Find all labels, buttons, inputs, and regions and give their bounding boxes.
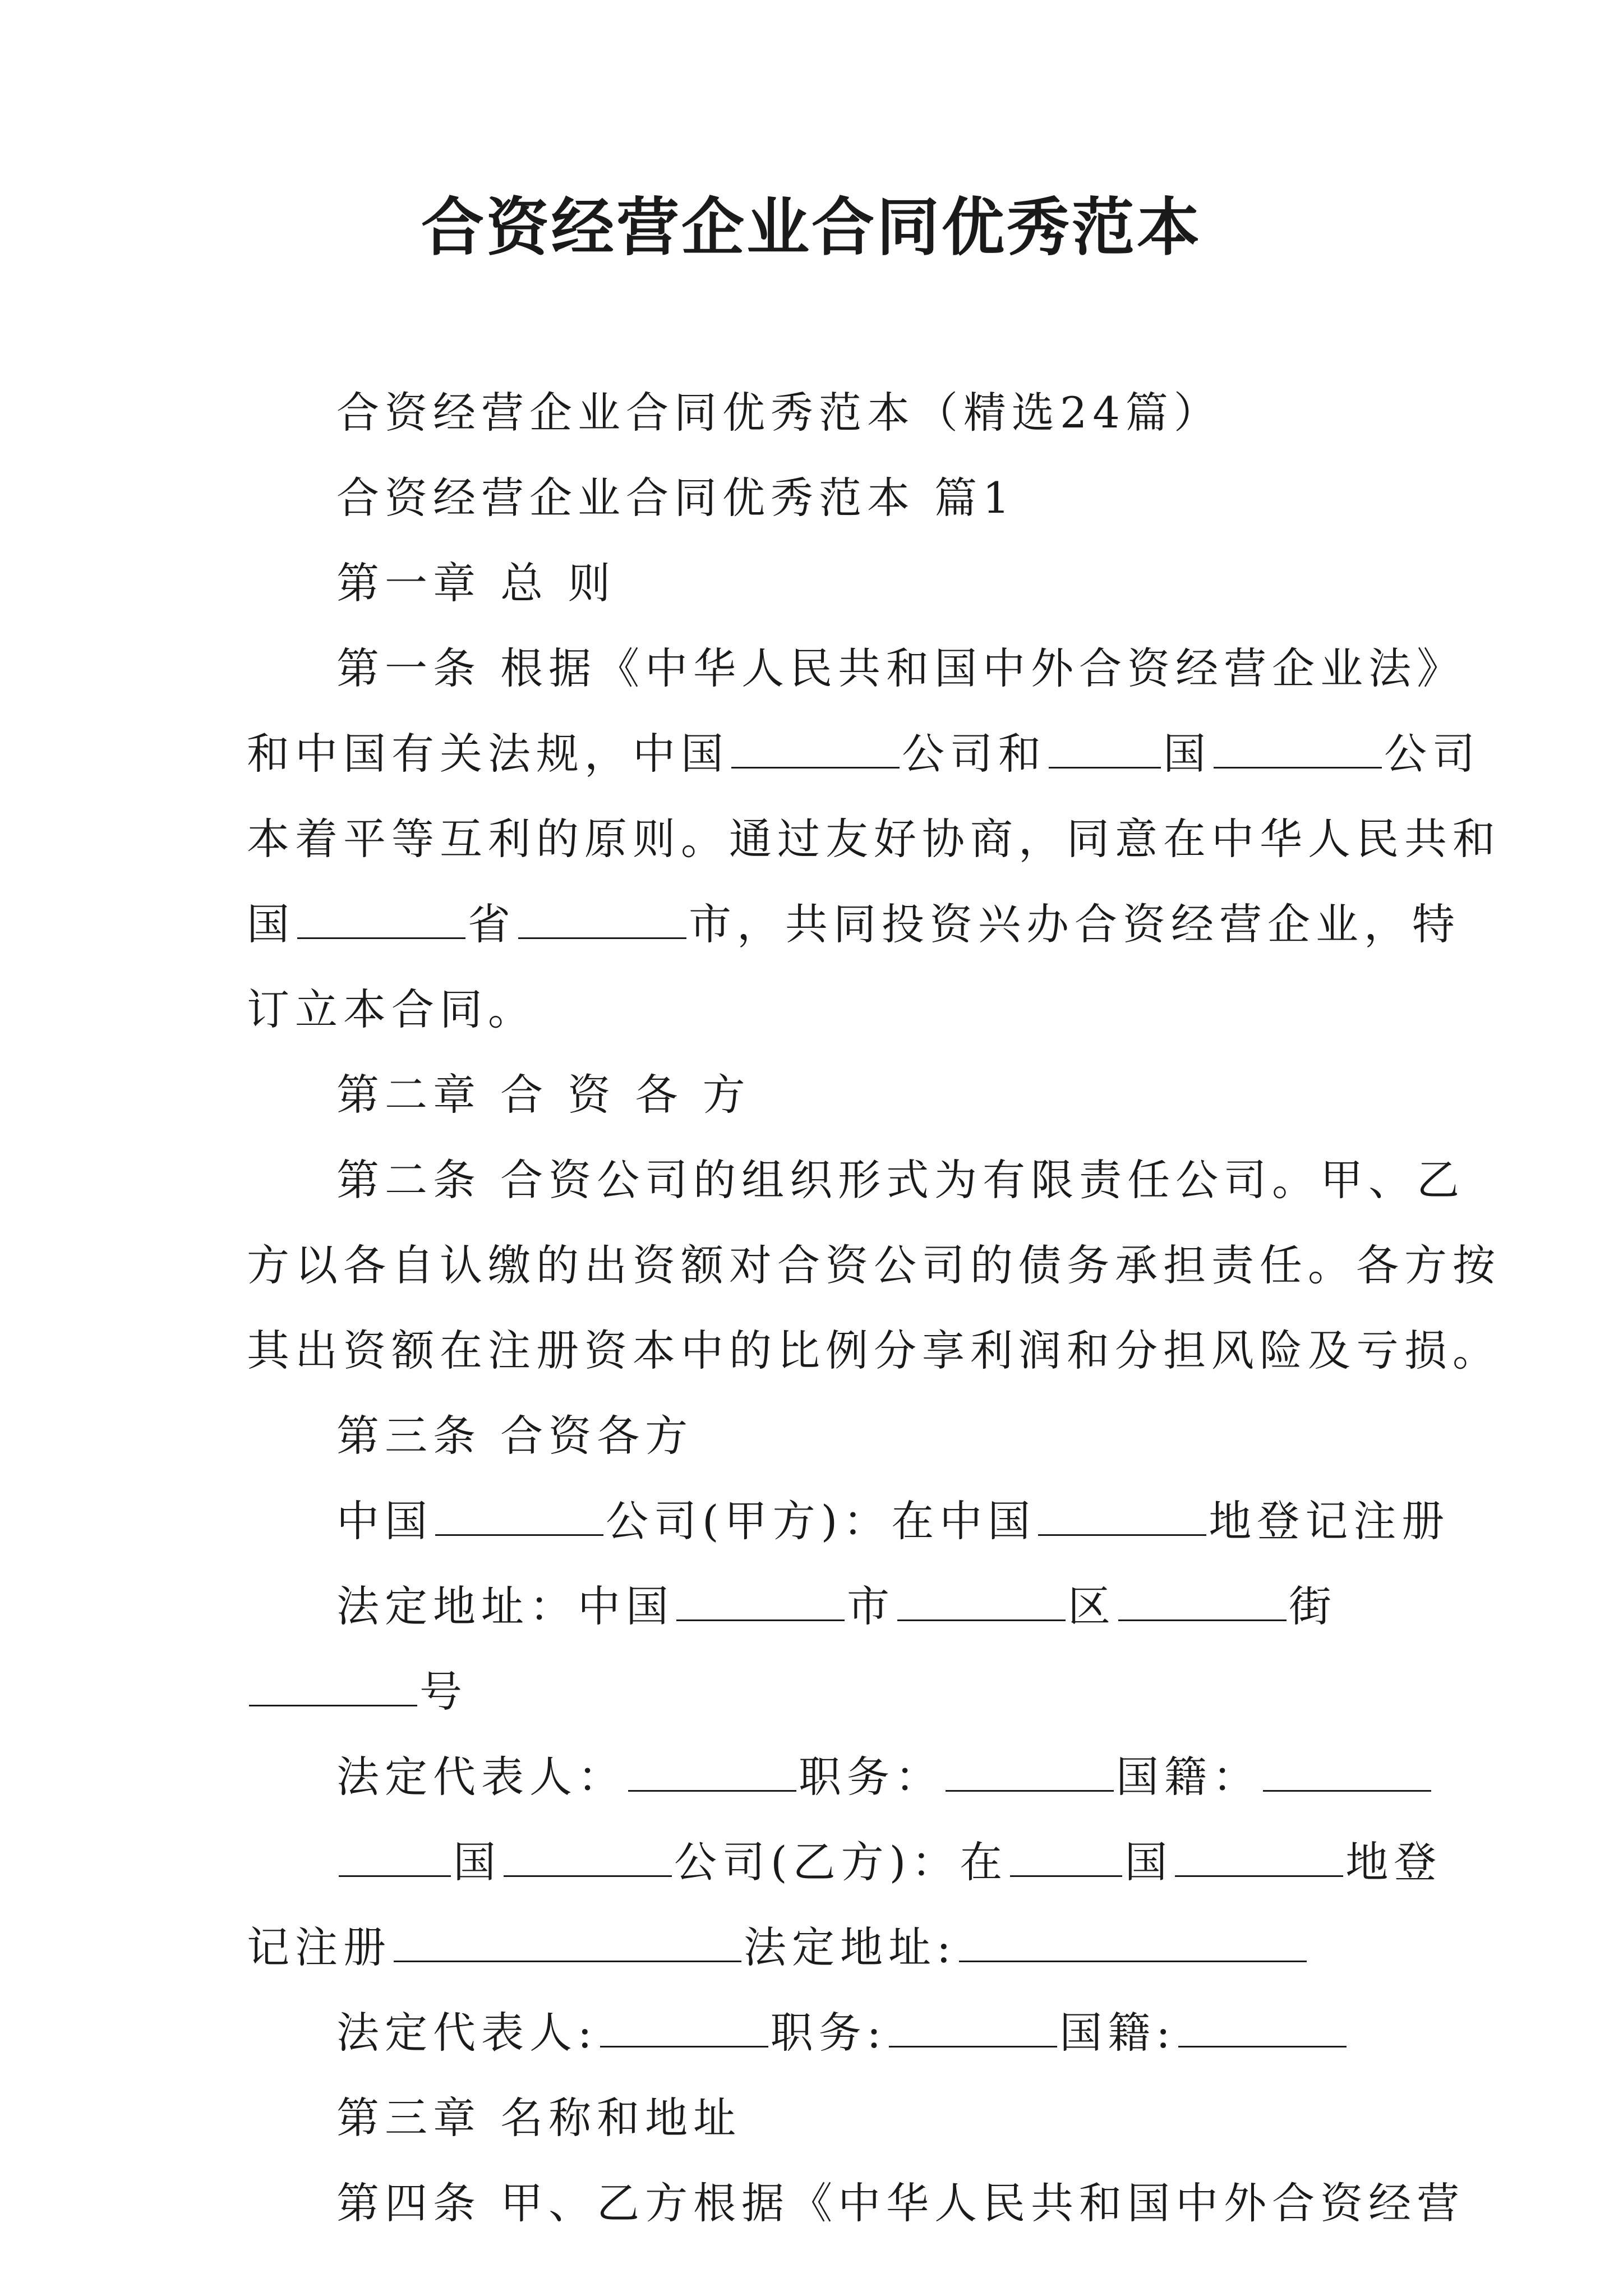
text: 区 (1068, 1581, 1116, 1631)
blank-field (339, 1839, 451, 1877)
text: 记注册 (247, 1922, 391, 1972)
blank-field (1214, 731, 1382, 769)
text: 号 (419, 1667, 468, 1717)
blank-field (628, 1754, 796, 1792)
text: 职务： (799, 1752, 943, 1802)
article-2-line-2: 方以各自认缴的出资额对合资公司的债务承担责任。各方按 (247, 1240, 1501, 1290)
party-a-address-number (247, 1649, 1402, 1734)
document-title: 合资经营企业合同优秀范本 (421, 191, 1202, 264)
text: 地登 (1345, 1837, 1442, 1887)
text: 公司(乙方)：在 (674, 1837, 1008, 1887)
party-a-address (247, 1564, 1402, 1649)
text: 市，共同投资兴办合资经营企业，特 (689, 899, 1460, 949)
party-a-representative (247, 1734, 1402, 1820)
text: 法定代表人: (336, 2008, 598, 2058)
text: 街 (1289, 1581, 1337, 1631)
article-3-heading: 第三条 合资各方 (336, 1411, 694, 1461)
blank-field (518, 901, 686, 939)
text: 公司(甲方)：在中国 (606, 1496, 1036, 1546)
text: 中国 (336, 1496, 433, 1546)
blank-field (1049, 731, 1161, 769)
blank-field (297, 901, 465, 939)
text: 国籍: (1059, 2008, 1176, 2058)
paragraph-subtitle: 合资经营企业合同优秀范本（精选24篇） (336, 388, 1222, 438)
party-b-line-1 (247, 1820, 1442, 1905)
text: 国 (453, 1837, 501, 1887)
blank-field (1178, 2010, 1347, 2047)
text: 省 (468, 899, 516, 949)
text: 国籍： (1116, 1752, 1261, 1802)
article-2-line-3: 其出资额在注册资本中的比例分享利润和分担风险及亏损。 (247, 1326, 1501, 1375)
blank-field (249, 1669, 417, 1706)
blank-field (889, 2010, 1057, 2047)
text: 公司和 (902, 729, 1046, 779)
article-1-line-2 (247, 711, 1481, 797)
party-a-line-1 (247, 1479, 1450, 1564)
text: 和中国有关法规，中国 (247, 729, 729, 779)
document-body (247, 370, 1501, 2246)
blank-field (600, 2010, 768, 2047)
article-2-line-1: 第二条 合资公司的组织形式为有限责任公司。甲、乙 (336, 1155, 1465, 1205)
blank-field (1175, 1839, 1343, 1877)
article-4-line-1: 第四条 甲、乙方根据《中华人民共和国中外合资经营 (336, 2178, 1465, 2228)
blank-field (676, 1584, 845, 1621)
text: 市 (847, 1581, 895, 1631)
chapter-1-heading: 第一章 总 则 (336, 558, 616, 608)
blank-field (394, 1925, 741, 1962)
blank-field (1263, 1754, 1431, 1792)
text: 法定代表人： (336, 1752, 626, 1802)
text: 国 (1163, 729, 1211, 779)
chapter-2-heading: 第二章 合 资 各 方 (336, 1070, 751, 1120)
article-1-line-5: 订立本合同。 (247, 984, 536, 1034)
blank-field (946, 1754, 1114, 1792)
text: 职务: (770, 2008, 887, 2058)
party-b-representative (247, 1990, 1402, 2076)
blank-field (897, 1584, 1066, 1621)
blank-field (731, 731, 900, 769)
article-1-line-3: 本着平等互利的原则。通过友好协商，同意在中华人民共和 (247, 814, 1501, 864)
chapter-3-heading: 第三章 名称和地址 (336, 2093, 742, 2143)
paragraph-part-heading: 合资经营企业合同优秀范本 篇1 (336, 473, 1016, 523)
party-b-line-2 (247, 1905, 1402, 1990)
text: 国 (247, 899, 295, 949)
article-1-line-4 (247, 882, 1460, 967)
article-1-line-1: 第一条 根据《中华人民共和国中外合资经营企业法》 (336, 643, 1465, 693)
blank-field (1038, 1498, 1206, 1536)
blank-field (504, 1839, 672, 1877)
text: 公司 (1384, 729, 1481, 779)
blank-field (959, 1925, 1307, 1962)
text: 法定地址：中国 (336, 1581, 674, 1631)
blank-field (435, 1498, 603, 1536)
blank-field (1010, 1839, 1122, 1877)
text: 法定地址: (744, 1922, 957, 1972)
text: 地登记注册 (1209, 1496, 1450, 1546)
blank-field (1118, 1584, 1287, 1621)
text: 国 (1124, 1837, 1173, 1887)
